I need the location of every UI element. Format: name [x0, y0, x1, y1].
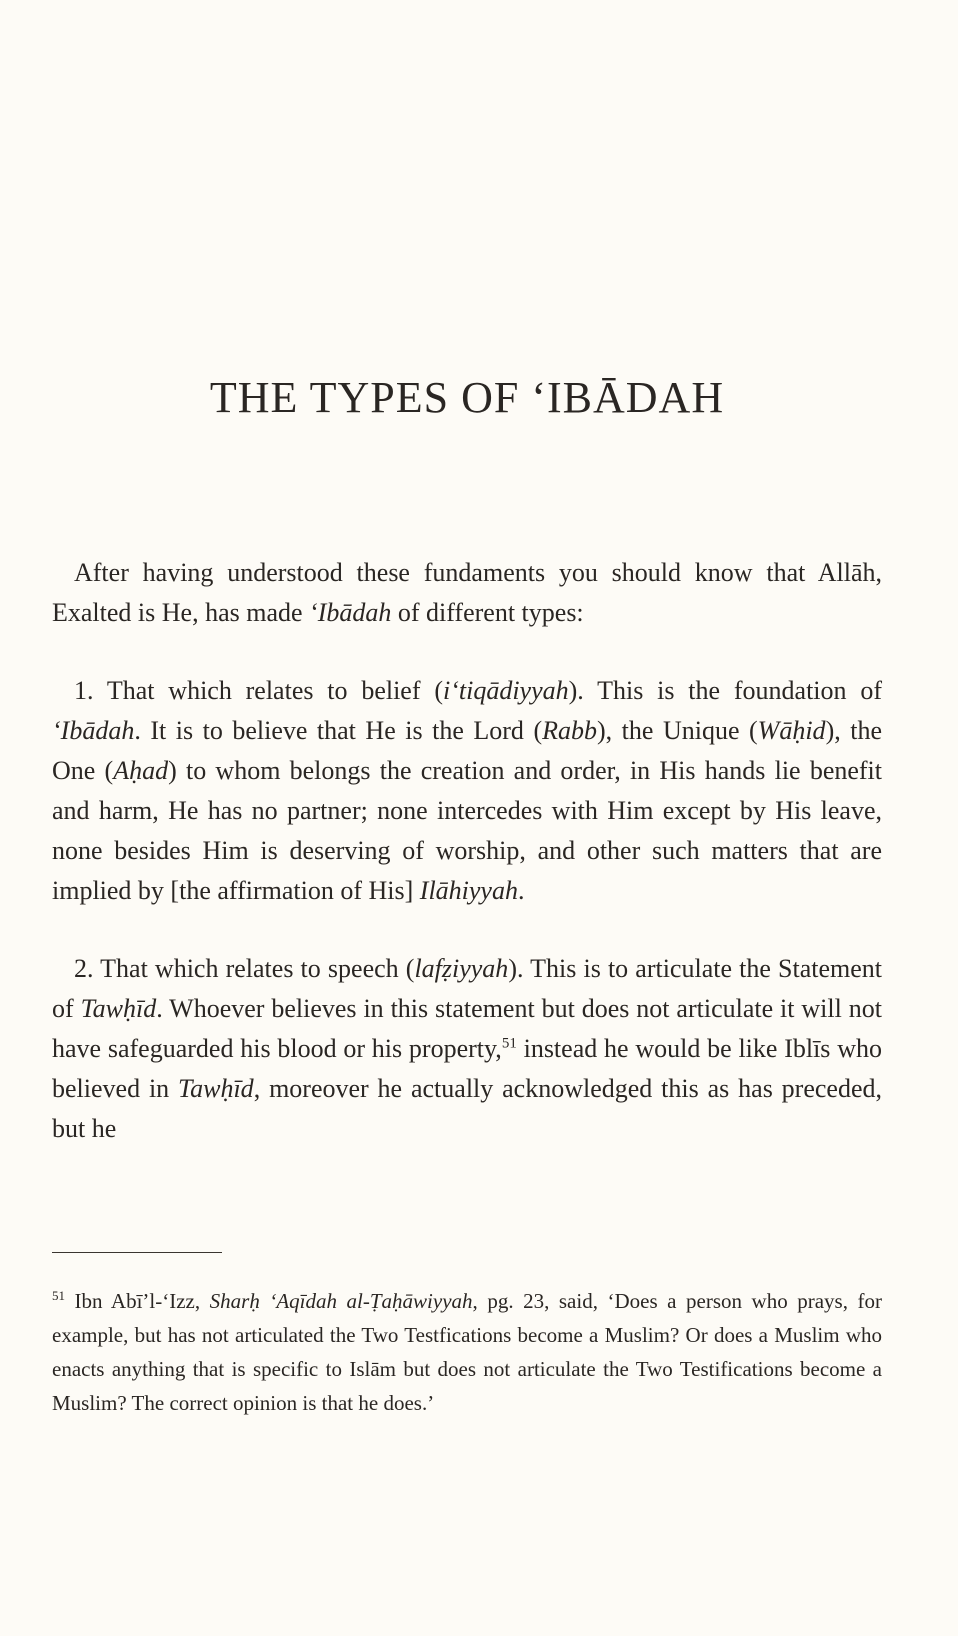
text-run: 1. That which relates to belief (	[74, 676, 443, 705]
text-run: ). This is the foundation of	[568, 676, 882, 705]
text-run: , pg. 23, said, ‘Does a person who prays, for example, but has not articulated the Two Testfications become a Muslim? Or does a Muslim who enacts anything that is specific to Islām but does not articulate the Two Testifications become a Muslim? The correct opinion is that he does.’	[52, 1289, 882, 1415]
point-2-paragraph	[52, 949, 882, 1149]
text-run: ), the One (	[52, 716, 882, 785]
term-ahad: Aḥad	[113, 756, 169, 785]
term-wahid: Wāḥid	[757, 716, 826, 745]
text-run: . It is to believe that He is the Lord (	[134, 716, 543, 745]
term-tawhid: Tawḥīd	[80, 994, 157, 1023]
footnote-number: 51	[52, 1288, 65, 1303]
term-itiqadiyyah: i‘tiqādiyyah	[442, 676, 569, 705]
point-1-paragraph	[52, 671, 882, 911]
term-ibadah: ‘Ibādah	[309, 598, 392, 627]
text-run: ), the Unique (	[597, 716, 758, 745]
text-run: instead he would be like Iblīs who believed in	[52, 1034, 882, 1103]
term-tawhid: Tawḥīd	[178, 1074, 254, 1103]
footnote-51	[52, 1284, 882, 1420]
text-run: . Whoever believes in this statement but does not articulate it will not have safeguarded his blood or his property,	[52, 994, 882, 1063]
text-run: .	[517, 876, 525, 905]
text-run: Ibn Abī’l-‘Izz,	[65, 1289, 210, 1313]
term-ibadah: ‘Ibādah	[52, 716, 135, 745]
intro-paragraph	[52, 553, 882, 633]
text-run: ). This is to articulate the Statement of	[52, 954, 882, 1023]
footnote-source-title: Sharḥ ‘Aqīdah al-Ṭaḥāwiyyah	[209, 1289, 473, 1313]
body-text	[52, 553, 882, 1149]
footnote-reference: 51	[501, 1035, 517, 1052]
text-run: ) to whom belongs the creation and order, in His hands lie benefit and harm, He has no partner; none intercedes with Him except by His leave, none besides Him is deserving of worship, and other such matters that are implied by [the affirmation of His]	[52, 756, 882, 905]
text-run: of different types:	[391, 598, 584, 627]
term-rabb: Rabb	[542, 716, 597, 745]
footnote-divider	[52, 1252, 222, 1253]
term-ilahiyyah: Ilāhiyyah	[419, 876, 518, 905]
book-page	[52, 0, 882, 1636]
term-lafziyyah: lafẓiyyah	[414, 954, 509, 983]
text-run: After having understood these fundaments you should know that Allāh, Exalted is He, has made	[52, 558, 882, 627]
text-run: , moreover he actually acknowledged this as has preceded, but he	[52, 1074, 882, 1143]
text-run: 2. That which relates to speech (	[74, 954, 415, 983]
chapter-title: THE TYPES OF ‘IBĀDAH	[209, 373, 725, 422]
